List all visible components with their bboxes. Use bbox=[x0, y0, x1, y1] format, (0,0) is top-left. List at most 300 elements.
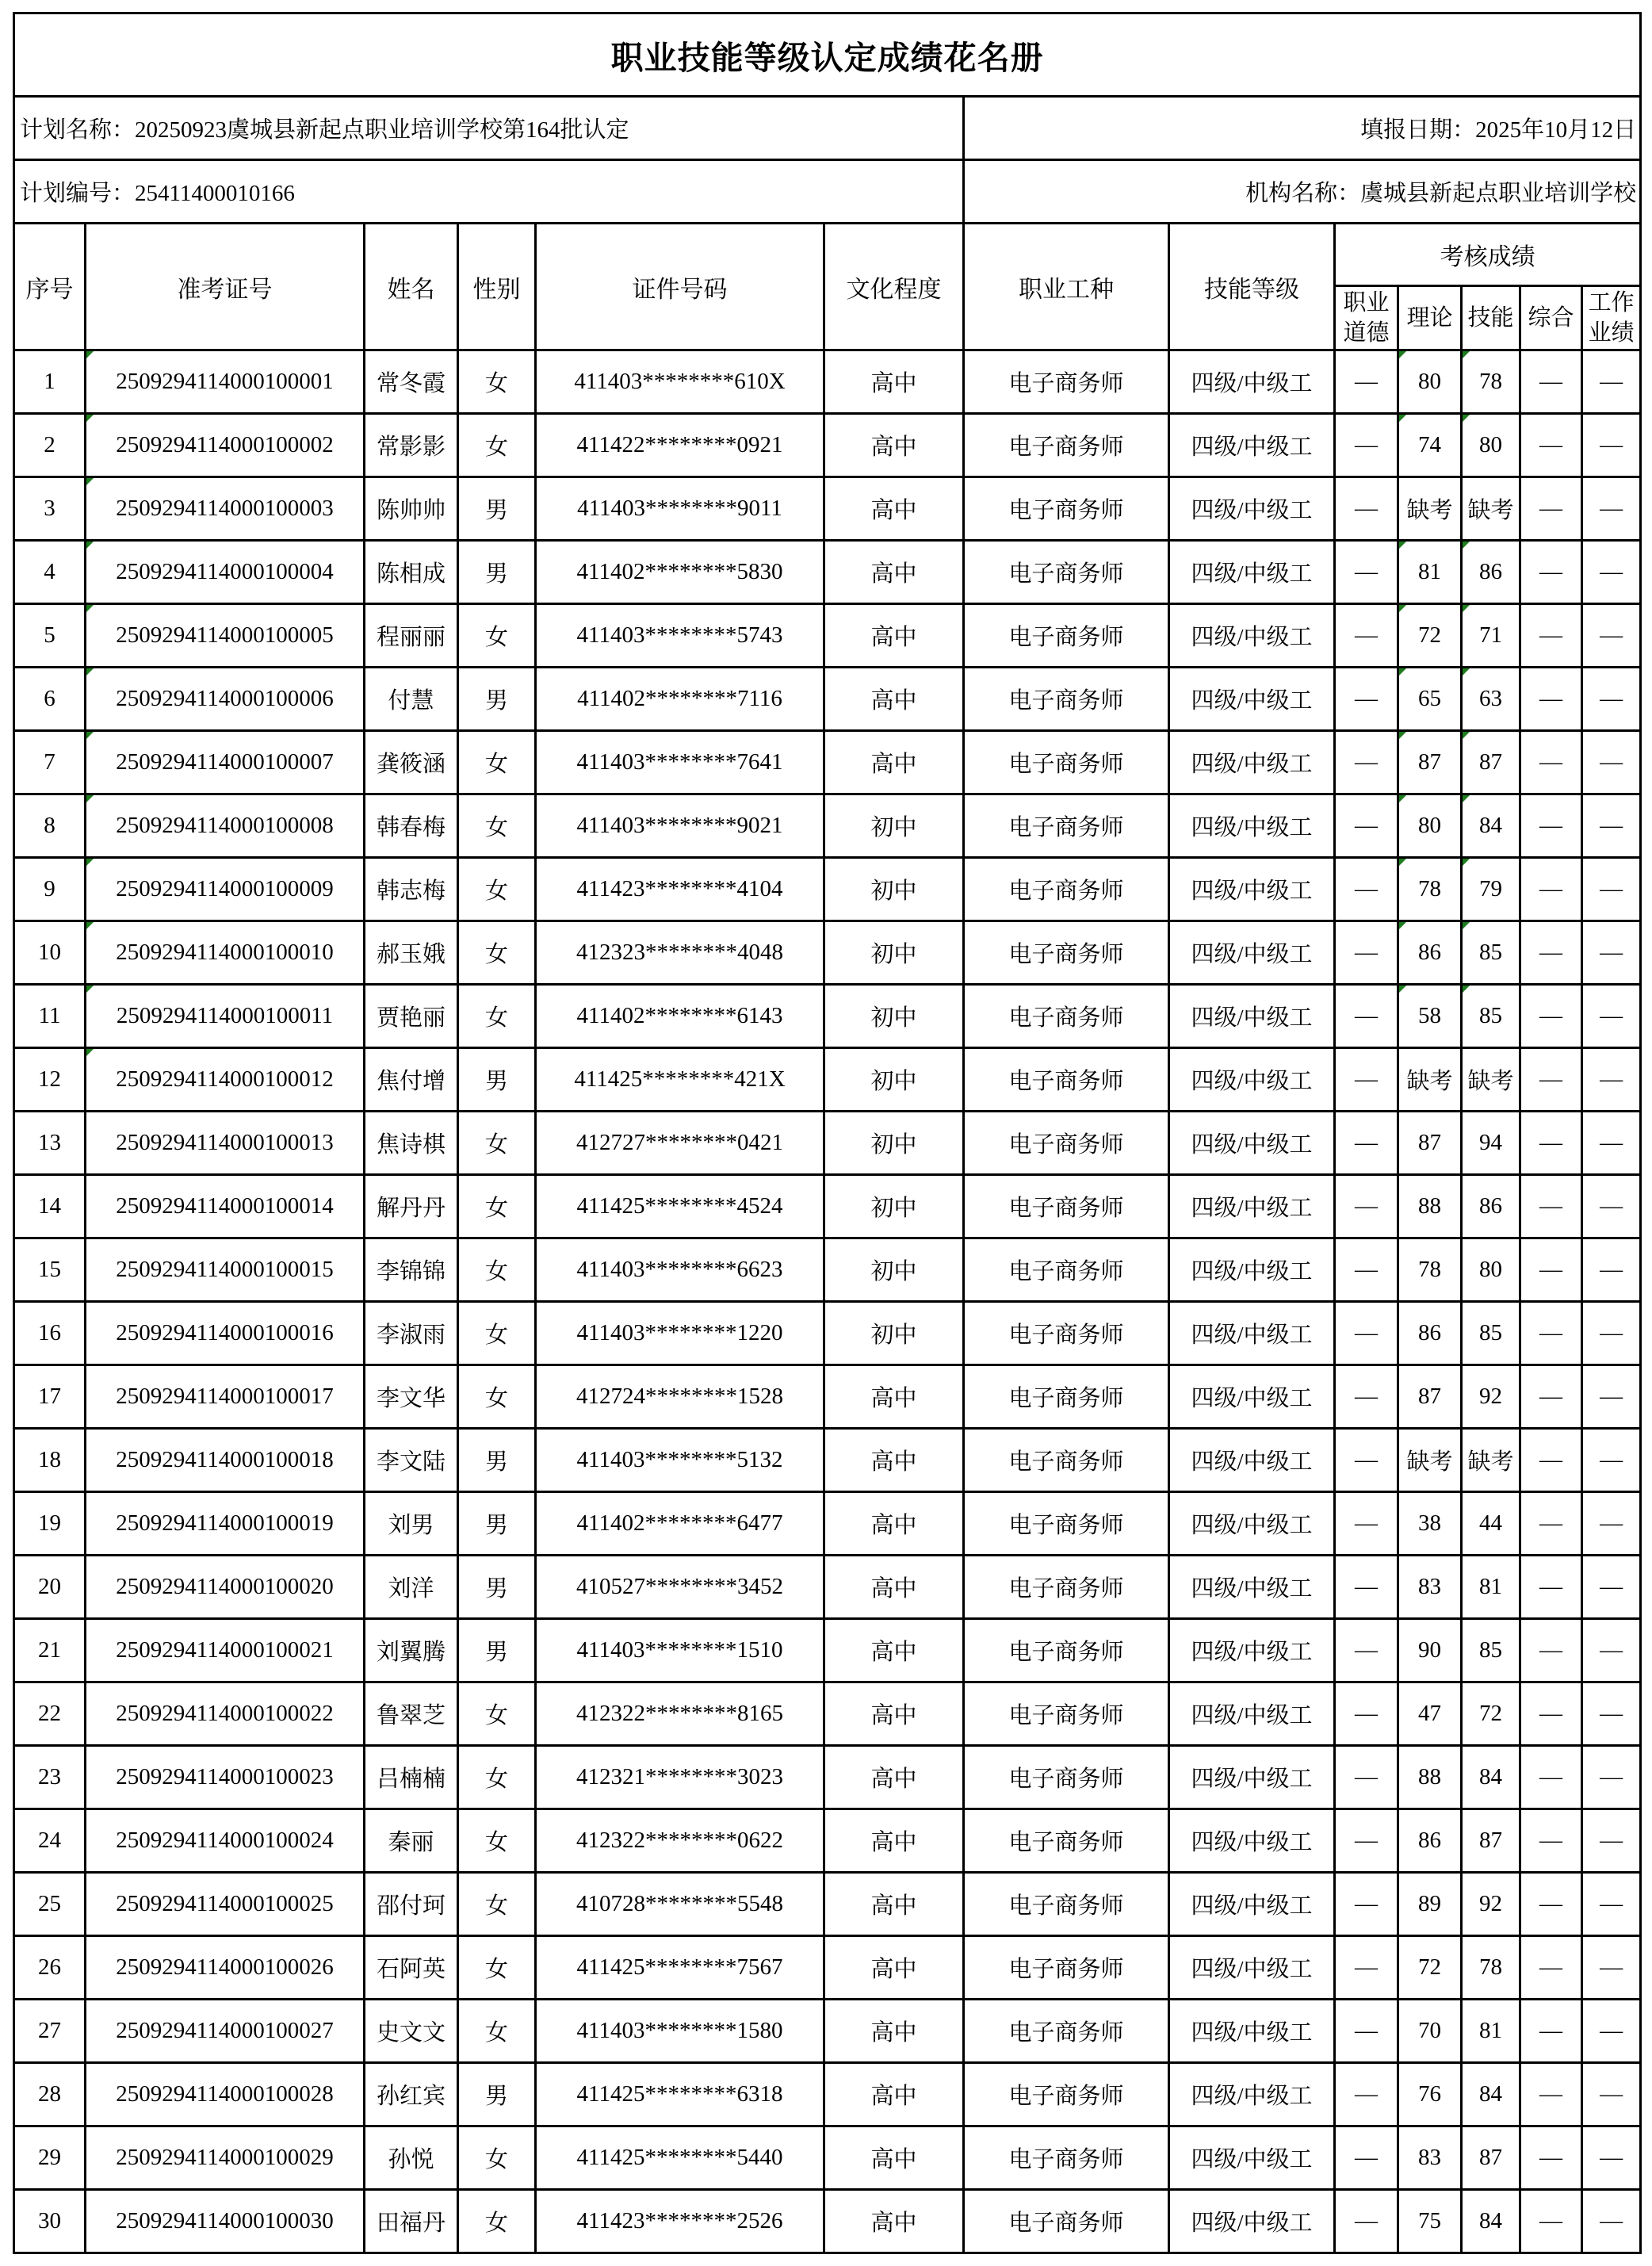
id-number-cell: 411403********9021 bbox=[536, 794, 824, 858]
performance-score-cell: — bbox=[1582, 1873, 1641, 1936]
ethics-score-cell: — bbox=[1335, 668, 1398, 731]
table-row bbox=[14, 1936, 1641, 2000]
education-cell: 初中 bbox=[824, 1175, 964, 1238]
ticket-number-cell: 2509294114000100029 bbox=[86, 2126, 365, 2190]
occupation-cell: 电子商务师 bbox=[964, 604, 1169, 668]
skill-level-cell: 四级/中级工 bbox=[1169, 1809, 1335, 1873]
theory-score-cell: 88 bbox=[1398, 1175, 1462, 1238]
theory-score-cell: 缺考 bbox=[1398, 1429, 1462, 1492]
gender-cell: 女 bbox=[458, 1682, 536, 1746]
gender-cell: 男 bbox=[458, 541, 536, 604]
name-cell: 吕楠楠 bbox=[365, 1746, 458, 1809]
table-row bbox=[14, 2126, 1641, 2190]
education-cell: 高中 bbox=[824, 541, 964, 604]
theory-score-cell: 38 bbox=[1398, 1492, 1462, 1556]
seq-cell: 23 bbox=[14, 1746, 86, 1809]
comprehensive-score-cell: — bbox=[1520, 985, 1582, 1048]
ethics-score-cell: — bbox=[1335, 1682, 1398, 1746]
gender-cell: 女 bbox=[458, 604, 536, 668]
theory-score-cell: 80 bbox=[1398, 794, 1462, 858]
skill-level-cell: 四级/中级工 bbox=[1169, 350, 1335, 414]
performance-score-cell: — bbox=[1582, 1175, 1641, 1238]
skill-level-cell: 四级/中级工 bbox=[1169, 1619, 1335, 1682]
skill-level-cell: 四级/中级工 bbox=[1169, 1682, 1335, 1746]
skill-level-cell: 四级/中级工 bbox=[1169, 921, 1335, 985]
id-number-cell: 411425********6318 bbox=[536, 2063, 824, 2126]
ticket-number-cell: 2509294114000100015 bbox=[86, 1238, 365, 1302]
seq-cell: 17 bbox=[14, 1365, 86, 1429]
seq-cell: 24 bbox=[14, 1809, 86, 1873]
skill-score-cell: 72 bbox=[1462, 1682, 1520, 1746]
occupation-cell: 电子商务师 bbox=[964, 1809, 1169, 1873]
seq-cell: 10 bbox=[14, 921, 86, 985]
gender-cell: 女 bbox=[458, 1809, 536, 1873]
seq-cell: 14 bbox=[14, 1175, 86, 1238]
gender-cell: 男 bbox=[458, 1429, 536, 1492]
education-cell: 高中 bbox=[824, 1936, 964, 2000]
skill-score-cell: 87 bbox=[1462, 1809, 1520, 1873]
performance-score-cell: — bbox=[1582, 731, 1641, 794]
ticket-number-cell: 2509294114000100010 bbox=[86, 921, 365, 985]
skill-score-cell: 78 bbox=[1462, 1936, 1520, 2000]
comprehensive-score-cell: — bbox=[1520, 1809, 1582, 1873]
header-education: 文化程度 bbox=[824, 224, 964, 350]
comprehensive-score-cell: — bbox=[1520, 1048, 1582, 1112]
performance-score-cell: — bbox=[1582, 794, 1641, 858]
skill-level-cell: 四级/中级工 bbox=[1169, 414, 1335, 477]
seq-cell: 28 bbox=[14, 2063, 86, 2126]
occupation-cell: 电子商务师 bbox=[964, 731, 1169, 794]
skill-level-cell: 四级/中级工 bbox=[1169, 1429, 1335, 1492]
table-row bbox=[14, 1492, 1641, 1556]
ethics-score-cell: — bbox=[1335, 1175, 1398, 1238]
comprehensive-score-cell: — bbox=[1520, 731, 1582, 794]
theory-score-cell: 89 bbox=[1398, 1873, 1462, 1936]
seq-cell: 18 bbox=[14, 1429, 86, 1492]
theory-score-cell: 83 bbox=[1398, 1556, 1462, 1619]
comprehensive-score-cell: — bbox=[1520, 1112, 1582, 1175]
name-cell: 焦诗棋 bbox=[365, 1112, 458, 1175]
header-gender: 性别 bbox=[458, 224, 536, 350]
occupation-cell: 电子商务师 bbox=[964, 1746, 1169, 1809]
ticket-number-cell: 2509294114000100002 bbox=[86, 414, 365, 477]
education-cell: 高中 bbox=[824, 668, 964, 731]
performance-score-cell: — bbox=[1582, 2000, 1641, 2063]
id-number-cell: 412322********0622 bbox=[536, 1809, 824, 1873]
seq-cell: 29 bbox=[14, 2126, 86, 2190]
theory-score-cell: 80 bbox=[1398, 350, 1462, 414]
table-row bbox=[14, 541, 1641, 604]
ethics-score-cell: — bbox=[1335, 2000, 1398, 2063]
skill-level-cell: 四级/中级工 bbox=[1169, 1175, 1335, 1238]
education-cell: 高中 bbox=[824, 1492, 964, 1556]
seq-cell: 26 bbox=[14, 1936, 86, 2000]
education-cell: 高中 bbox=[824, 477, 964, 541]
education-cell: 高中 bbox=[824, 2126, 964, 2190]
theory-score-cell: 87 bbox=[1398, 731, 1462, 794]
performance-score-cell: — bbox=[1582, 858, 1641, 921]
performance-score-cell: — bbox=[1582, 541, 1641, 604]
performance-score-cell: — bbox=[1582, 1492, 1641, 1556]
occupation-cell: 电子商务师 bbox=[964, 350, 1169, 414]
table-row bbox=[14, 2190, 1641, 2253]
header-assessment-scores: 考核成绩 bbox=[1335, 224, 1641, 286]
table-row bbox=[14, 668, 1641, 731]
ethics-score-cell: — bbox=[1335, 1873, 1398, 1936]
gender-cell: 女 bbox=[458, 731, 536, 794]
ethics-score-cell: — bbox=[1335, 858, 1398, 921]
education-cell: 高中 bbox=[824, 2063, 964, 2126]
header-occupation: 职业工种 bbox=[964, 224, 1169, 350]
skill-score-cell: 92 bbox=[1462, 1365, 1520, 1429]
theory-score-cell: 87 bbox=[1398, 1112, 1462, 1175]
seq-cell: 21 bbox=[14, 1619, 86, 1682]
id-number-cell: 411402********6143 bbox=[536, 985, 824, 1048]
skill-score-cell: 缺考 bbox=[1462, 477, 1520, 541]
gender-cell: 女 bbox=[458, 2126, 536, 2190]
gender-cell: 女 bbox=[458, 1112, 536, 1175]
plan-name: 计划名称：20250923虞城县新起点职业培训学校第164批认定 bbox=[14, 97, 964, 160]
id-number-cell: 411403********1510 bbox=[536, 1619, 824, 1682]
table-row bbox=[14, 2063, 1641, 2126]
table-row bbox=[14, 1619, 1641, 1682]
table-row bbox=[14, 1429, 1641, 1492]
seq-cell: 11 bbox=[14, 985, 86, 1048]
performance-score-cell: — bbox=[1582, 1302, 1641, 1365]
performance-score-cell: — bbox=[1582, 2126, 1641, 2190]
gender-cell: 女 bbox=[458, 414, 536, 477]
skill-level-cell: 四级/中级工 bbox=[1169, 1556, 1335, 1619]
theory-score-cell: 65 bbox=[1398, 668, 1462, 731]
ethics-score-cell: — bbox=[1335, 1809, 1398, 1873]
comprehensive-score-cell: — bbox=[1520, 1746, 1582, 1809]
occupation-cell: 电子商务师 bbox=[964, 1873, 1169, 1936]
seq-cell: 9 bbox=[14, 858, 86, 921]
skill-score-cell: 79 bbox=[1462, 858, 1520, 921]
seq-cell: 5 bbox=[14, 604, 86, 668]
seq-cell: 20 bbox=[14, 1556, 86, 1619]
ticket-number-cell: 2509294114000100024 bbox=[86, 1809, 365, 1873]
ethics-score-cell: — bbox=[1335, 1429, 1398, 1492]
comprehensive-score-cell: — bbox=[1520, 1429, 1582, 1492]
occupation-cell: 电子商务师 bbox=[964, 414, 1169, 477]
occupation-cell: 电子商务师 bbox=[964, 1492, 1169, 1556]
gender-cell: 女 bbox=[458, 1238, 536, 1302]
gender-cell: 男 bbox=[458, 1048, 536, 1112]
ticket-number-cell: 2509294114000100013 bbox=[86, 1112, 365, 1175]
gender-cell: 男 bbox=[458, 2063, 536, 2126]
id-number-cell: 411422********0921 bbox=[536, 414, 824, 477]
seq-cell: 4 bbox=[14, 541, 86, 604]
performance-score-cell: — bbox=[1582, 1936, 1641, 2000]
performance-score-cell: — bbox=[1582, 477, 1641, 541]
theory-score-cell: 86 bbox=[1398, 921, 1462, 985]
performance-score-cell: — bbox=[1582, 985, 1641, 1048]
skill-level-cell: 四级/中级工 bbox=[1169, 1238, 1335, 1302]
seq-cell: 25 bbox=[14, 1873, 86, 1936]
skill-level-cell: 四级/中级工 bbox=[1169, 1112, 1335, 1175]
performance-score-cell: — bbox=[1582, 1619, 1641, 1682]
header-comprehensive: 综合 bbox=[1520, 286, 1582, 350]
ticket-number-cell: 2509294114000100022 bbox=[86, 1682, 365, 1746]
id-number-cell: 411425********5440 bbox=[536, 2126, 824, 2190]
id-number-cell: 411403********5743 bbox=[536, 604, 824, 668]
name-cell: 秦丽 bbox=[365, 1809, 458, 1873]
ethics-score-cell: — bbox=[1335, 1302, 1398, 1365]
performance-score-cell: — bbox=[1582, 1746, 1641, 1809]
comprehensive-score-cell: — bbox=[1520, 668, 1582, 731]
gender-cell: 女 bbox=[458, 794, 536, 858]
skill-level-cell: 四级/中级工 bbox=[1169, 541, 1335, 604]
comprehensive-score-cell: — bbox=[1520, 2126, 1582, 2190]
skill-level-cell: 四级/中级工 bbox=[1169, 1492, 1335, 1556]
seq-cell: 13 bbox=[14, 1112, 86, 1175]
comprehensive-score-cell: — bbox=[1520, 350, 1582, 414]
performance-score-cell: — bbox=[1582, 2063, 1641, 2126]
education-cell: 初中 bbox=[824, 921, 964, 985]
seq-cell: 1 bbox=[14, 350, 86, 414]
id-number-cell: 410527********3452 bbox=[536, 1556, 824, 1619]
name-cell: 刘洋 bbox=[365, 1556, 458, 1619]
skill-score-cell: 85 bbox=[1462, 1302, 1520, 1365]
theory-score-cell: 缺考 bbox=[1398, 1048, 1462, 1112]
skill-level-cell: 四级/中级工 bbox=[1169, 1873, 1335, 1936]
occupation-cell: 电子商务师 bbox=[964, 2063, 1169, 2126]
ticket-number-cell: 2509294114000100006 bbox=[86, 668, 365, 731]
id-number-cell: 411403********7641 bbox=[536, 731, 824, 794]
ticket-number-cell: 2509294114000100014 bbox=[86, 1175, 365, 1238]
education-cell: 高中 bbox=[824, 350, 964, 414]
occupation-cell: 电子商务师 bbox=[964, 1302, 1169, 1365]
header-ethics: 职业道德 bbox=[1335, 286, 1398, 350]
gender-cell: 女 bbox=[458, 1302, 536, 1365]
ticket-number-cell: 2509294114000100016 bbox=[86, 1302, 365, 1365]
ticket-number-cell: 2509294114000100030 bbox=[86, 2190, 365, 2253]
id-number-cell: 412724********1528 bbox=[536, 1365, 824, 1429]
occupation-cell: 电子商务师 bbox=[964, 668, 1169, 731]
header-ticket: 准考证号 bbox=[86, 224, 365, 350]
gender-cell: 女 bbox=[458, 1873, 536, 1936]
table-row bbox=[14, 604, 1641, 668]
name-cell: 李文陆 bbox=[365, 1429, 458, 1492]
gender-cell: 女 bbox=[458, 2190, 536, 2253]
id-number-cell: 411403********9011 bbox=[536, 477, 824, 541]
table-row bbox=[14, 1365, 1641, 1429]
theory-score-cell: 74 bbox=[1398, 414, 1462, 477]
id-number-cell: 411403********5132 bbox=[536, 1429, 824, 1492]
comprehensive-score-cell: — bbox=[1520, 1682, 1582, 1746]
comprehensive-score-cell: — bbox=[1520, 1492, 1582, 1556]
ethics-score-cell: — bbox=[1335, 2063, 1398, 2126]
table-row bbox=[14, 985, 1641, 1048]
plan-number: 计划编号：25411400010166 bbox=[14, 160, 964, 224]
table-row bbox=[14, 2000, 1641, 2063]
ethics-score-cell: — bbox=[1335, 2190, 1398, 2253]
skill-level-cell: 四级/中级工 bbox=[1169, 794, 1335, 858]
table-row bbox=[14, 1048, 1641, 1112]
header-skill: 技能 bbox=[1462, 286, 1520, 350]
skill-level-cell: 四级/中级工 bbox=[1169, 1936, 1335, 2000]
education-cell: 高中 bbox=[824, 1873, 964, 1936]
table-row bbox=[14, 477, 1641, 541]
name-cell: 陈相成 bbox=[365, 541, 458, 604]
name-cell: 焦付增 bbox=[365, 1048, 458, 1112]
comprehensive-score-cell: — bbox=[1520, 1238, 1582, 1302]
table-row bbox=[14, 414, 1641, 477]
occupation-cell: 电子商务师 bbox=[964, 794, 1169, 858]
skill-score-cell: 85 bbox=[1462, 985, 1520, 1048]
table-row bbox=[14, 794, 1641, 858]
table-row bbox=[14, 921, 1641, 985]
id-number-cell: 412321********3023 bbox=[536, 1746, 824, 1809]
table-row bbox=[14, 1112, 1641, 1175]
gender-cell: 女 bbox=[458, 1365, 536, 1429]
skill-score-cell: 85 bbox=[1462, 921, 1520, 985]
education-cell: 初中 bbox=[824, 1048, 964, 1112]
header-name: 姓名 bbox=[365, 224, 458, 350]
occupation-cell: 电子商务师 bbox=[964, 1238, 1169, 1302]
occupation-cell: 电子商务师 bbox=[964, 1429, 1169, 1492]
seq-cell: 22 bbox=[14, 1682, 86, 1746]
theory-score-cell: 86 bbox=[1398, 1809, 1462, 1873]
ticket-number-cell: 2509294114000100007 bbox=[86, 731, 365, 794]
skill-score-cell: 缺考 bbox=[1462, 1048, 1520, 1112]
comprehensive-score-cell: — bbox=[1520, 921, 1582, 985]
ticket-number-cell: 2509294114000100026 bbox=[86, 1936, 365, 2000]
education-cell: 初中 bbox=[824, 1112, 964, 1175]
ticket-number-cell: 2509294114000100004 bbox=[86, 541, 365, 604]
performance-score-cell: — bbox=[1582, 1429, 1641, 1492]
theory-score-cell: 75 bbox=[1398, 2190, 1462, 2253]
comprehensive-score-cell: — bbox=[1520, 2190, 1582, 2253]
theory-score-cell: 90 bbox=[1398, 1619, 1462, 1682]
name-cell: 孙悦 bbox=[365, 2126, 458, 2190]
comprehensive-score-cell: — bbox=[1520, 1619, 1582, 1682]
occupation-cell: 电子商务师 bbox=[964, 1682, 1169, 1746]
name-cell: 常影影 bbox=[365, 414, 458, 477]
gender-cell: 女 bbox=[458, 1175, 536, 1238]
gender-cell: 女 bbox=[458, 1936, 536, 2000]
skill-level-cell: 四级/中级工 bbox=[1169, 2190, 1335, 2253]
occupation-cell: 电子商务师 bbox=[964, 858, 1169, 921]
occupation-cell: 电子商务师 bbox=[964, 1175, 1169, 1238]
comprehensive-score-cell: — bbox=[1520, 2063, 1582, 2126]
skill-level-cell: 四级/中级工 bbox=[1169, 731, 1335, 794]
skill-score-cell: 84 bbox=[1462, 794, 1520, 858]
ethics-score-cell: — bbox=[1335, 1492, 1398, 1556]
ethics-score-cell: — bbox=[1335, 794, 1398, 858]
occupation-cell: 电子商务师 bbox=[964, 921, 1169, 985]
seq-cell: 15 bbox=[14, 1238, 86, 1302]
id-number-cell: 412727********0421 bbox=[536, 1112, 824, 1175]
id-number-cell: 412323********4048 bbox=[536, 921, 824, 985]
name-cell: 刘男 bbox=[365, 1492, 458, 1556]
name-cell: 史文文 bbox=[365, 2000, 458, 2063]
ethics-score-cell: — bbox=[1335, 1112, 1398, 1175]
ticket-number-cell: 2509294114000100018 bbox=[86, 1429, 365, 1492]
id-number-cell: 411425********4524 bbox=[536, 1175, 824, 1238]
comprehensive-score-cell: — bbox=[1520, 1365, 1582, 1429]
occupation-cell: 电子商务师 bbox=[964, 2000, 1169, 2063]
skill-level-cell: 四级/中级工 bbox=[1169, 1048, 1335, 1112]
name-cell: 韩志梅 bbox=[365, 858, 458, 921]
comprehensive-score-cell: — bbox=[1520, 1302, 1582, 1365]
score-roster-table bbox=[13, 12, 1642, 2254]
ethics-score-cell: — bbox=[1335, 477, 1398, 541]
skill-level-cell: 四级/中级工 bbox=[1169, 1365, 1335, 1429]
occupation-cell: 电子商务师 bbox=[964, 541, 1169, 604]
table-row bbox=[14, 350, 1641, 414]
id-number-cell: 411403********1580 bbox=[536, 2000, 824, 2063]
ticket-number-cell: 2509294114000100003 bbox=[86, 477, 365, 541]
skill-level-cell: 四级/中级工 bbox=[1169, 858, 1335, 921]
seq-cell: 19 bbox=[14, 1492, 86, 1556]
seq-cell: 7 bbox=[14, 731, 86, 794]
education-cell: 高中 bbox=[824, 1556, 964, 1619]
seq-cell: 8 bbox=[14, 794, 86, 858]
ticket-number-cell: 2509294114000100012 bbox=[86, 1048, 365, 1112]
seq-cell: 6 bbox=[14, 668, 86, 731]
gender-cell: 男 bbox=[458, 1492, 536, 1556]
id-number-cell: 411403********1220 bbox=[536, 1302, 824, 1365]
id-number-cell: 411403********6623 bbox=[536, 1238, 824, 1302]
performance-score-cell: — bbox=[1582, 1112, 1641, 1175]
performance-score-cell: — bbox=[1582, 350, 1641, 414]
skill-level-cell: 四级/中级工 bbox=[1169, 477, 1335, 541]
table-row bbox=[14, 1302, 1641, 1365]
performance-score-cell: — bbox=[1582, 1238, 1641, 1302]
performance-score-cell: — bbox=[1582, 604, 1641, 668]
occupation-cell: 电子商务师 bbox=[964, 1556, 1169, 1619]
id-number-cell: 411423********2526 bbox=[536, 2190, 824, 2253]
gender-cell: 女 bbox=[458, 858, 536, 921]
gender-cell: 女 bbox=[458, 985, 536, 1048]
id-number-cell: 411402********5830 bbox=[536, 541, 824, 604]
education-cell: 初中 bbox=[824, 1302, 964, 1365]
comprehensive-score-cell: — bbox=[1520, 477, 1582, 541]
id-number-cell: 411425********7567 bbox=[536, 1936, 824, 2000]
education-cell: 初中 bbox=[824, 794, 964, 858]
ticket-number-cell: 2509294114000100019 bbox=[86, 1492, 365, 1556]
education-cell: 高中 bbox=[824, 731, 964, 794]
table-row bbox=[14, 1238, 1641, 1302]
skill-score-cell: 86 bbox=[1462, 541, 1520, 604]
education-cell: 高中 bbox=[824, 414, 964, 477]
education-cell: 初中 bbox=[824, 985, 964, 1048]
ethics-score-cell: — bbox=[1335, 541, 1398, 604]
ethics-score-cell: — bbox=[1335, 731, 1398, 794]
ethics-score-cell: — bbox=[1335, 985, 1398, 1048]
comprehensive-score-cell: — bbox=[1520, 1873, 1582, 1936]
performance-score-cell: — bbox=[1582, 414, 1641, 477]
skill-level-cell: 四级/中级工 bbox=[1169, 2000, 1335, 2063]
skill-score-cell: 71 bbox=[1462, 604, 1520, 668]
performance-score-cell: — bbox=[1582, 1365, 1641, 1429]
comprehensive-score-cell: — bbox=[1520, 1556, 1582, 1619]
table-row bbox=[14, 858, 1641, 921]
education-cell: 高中 bbox=[824, 1682, 964, 1746]
performance-score-cell: — bbox=[1582, 1682, 1641, 1746]
seq-cell: 2 bbox=[14, 414, 86, 477]
skill-score-cell: 84 bbox=[1462, 2190, 1520, 2253]
ticket-number-cell: 2509294114000100009 bbox=[86, 858, 365, 921]
theory-score-cell: 76 bbox=[1398, 2063, 1462, 2126]
ethics-score-cell: — bbox=[1335, 1238, 1398, 1302]
id-number-cell: 411402********6477 bbox=[536, 1492, 824, 1556]
skill-level-cell: 四级/中级工 bbox=[1169, 668, 1335, 731]
performance-score-cell: — bbox=[1582, 1809, 1641, 1873]
skill-level-cell: 四级/中级工 bbox=[1169, 604, 1335, 668]
